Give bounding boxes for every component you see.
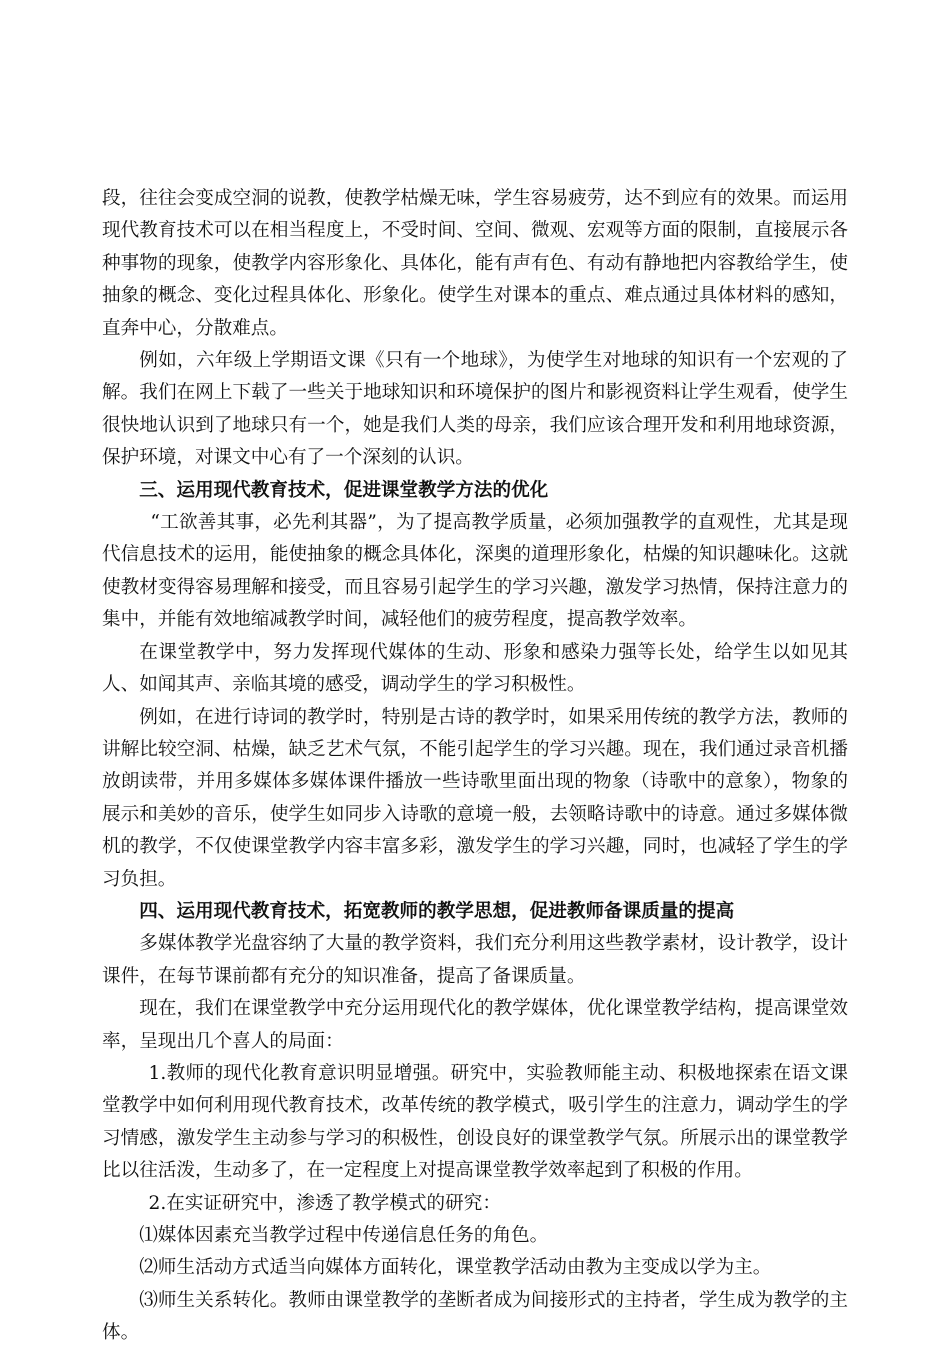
paragraph-example-earth: 例如，六年级上学期语文课《只有一个地球》，为使学生对地球的知识有一个宏观的了解。我们在网上下载了一些关于地球知识和环境保护的图片和影视资料让学生观看，使学生很快地认识到了地球只有一个，她是我们人类的母亲，我们应该合理开发和利用地球资源，保护环境，对课文中心有了一个深刻的认识。 <box>102 350 848 469</box>
list-item-1: 1.教师的现代化教育意识明显增强。研究中，实验教师能主动、积极地探索在语文课堂教学中如何利用现代教育技术，改革传统的教学模式，吸引学生的注意力，调动学生的学习情感，激发学生主动参与学习的积极性，创设良好的课堂教学气氛。所展示出的课堂教学比以往活泼，生动多了，在一定程度上对提高课堂教学效率起到了积极的作用。 <box>102 1062 848 1182</box>
section-heading-4: 四、运用现代教育技术，拓宽教师的教学思想，促进教师备课质量的提高 <box>139 900 735 922</box>
paragraph-quote: “工欲善其事，必先利其器”，为了提高教学质量，必须加强教学的直观性，尤其是现代信息技术的运用，能使抽象的概念具体化，深奥的道理形象化，枯燥的知识趣味化。这就使教材变得容易理解和接受，而且容易引起学生的学习兴趣，激发学习热情，保持注意力的集中，并能有效地缩减教学时间，减轻他们的疲劳程度，提高教学效率。 <box>102 512 848 631</box>
sublist-item-3: ⑶师生关系转化。教师由课堂教学的垄断者成为间接形式的主持者，学生成为教学的主体。 <box>102 1289 848 1344</box>
paragraph-multimedia-disc: 多媒体教学光盘容纳了大量的教学资料，我们充分利用这些教学素材，设计教学，设计课件，在每节课前都有充分的知识准备，提高了备课质量。 <box>102 933 848 987</box>
sublist-item-2: ⑵师生活动方式适当向媒体方面转化，课堂教学活动由教为主变成以学为主。 <box>139 1257 772 1279</box>
paragraph-example-poetry: 例如，在进行诗词的教学时，特别是古诗的教学时，如果采用传统的教学方法，教师的讲解比较空洞、枯燥，缺乏艺术气氛，不能引起学生的学习兴趣。现在，我们通过录音机播放朗读带，并用多媒体多媒体课件播放一些诗歌里面出现的物象（诗歌中的意象），物象的展示和美妙的音乐，使学生如同步入诗歌的意境一般，去领略诗歌中的诗意。通过多媒体微机的教学，不仅使课堂教学内容丰富多彩，激发学生的学习兴趣，同时，也减轻了学生的学习负担。 <box>102 706 848 890</box>
paragraph-classroom-media: 在课堂教学中，努力发挥现代媒体的生动、形象和感染力强等长处，给学生以如见其人、如闻其声、亲临其境的感受，调动学生的学习积极性。 <box>102 641 848 696</box>
document-body <box>102 183 848 1350</box>
paragraph-continuation: 段，往往会变成空洞的说教，使教学枯燥无味，学生容易疲劳，达不到应有的效果。而运用现代教育技术可以在相当程度上，不受时间、空间、微观、宏观等方面的限制，直接展示各种事物的现象，使教学内容形象化、具体化，能有声有色、有动有静地把内容教给学生，使抽象的概念、变化过程具体化、形象化。使学生对课本的重点、难点通过具体材料的感知，直奔中心，分散难点。 <box>102 188 848 339</box>
section-heading-3: 三、运用现代教育技术，促进课堂教学方法的优化 <box>139 479 549 501</box>
list-item-2: 2.在实证研究中，渗透了教学模式的研究： <box>148 1192 501 1214</box>
sublist-item-1: ⑴媒体因素充当教学过程中传递信息任务的角色。 <box>139 1225 549 1246</box>
paragraph-now: 现在，我们在课堂教学中充分运用现代化的教学媒体，优化课堂教学结构，提高课堂效率，呈现出几个喜人的局面： <box>102 998 848 1052</box>
